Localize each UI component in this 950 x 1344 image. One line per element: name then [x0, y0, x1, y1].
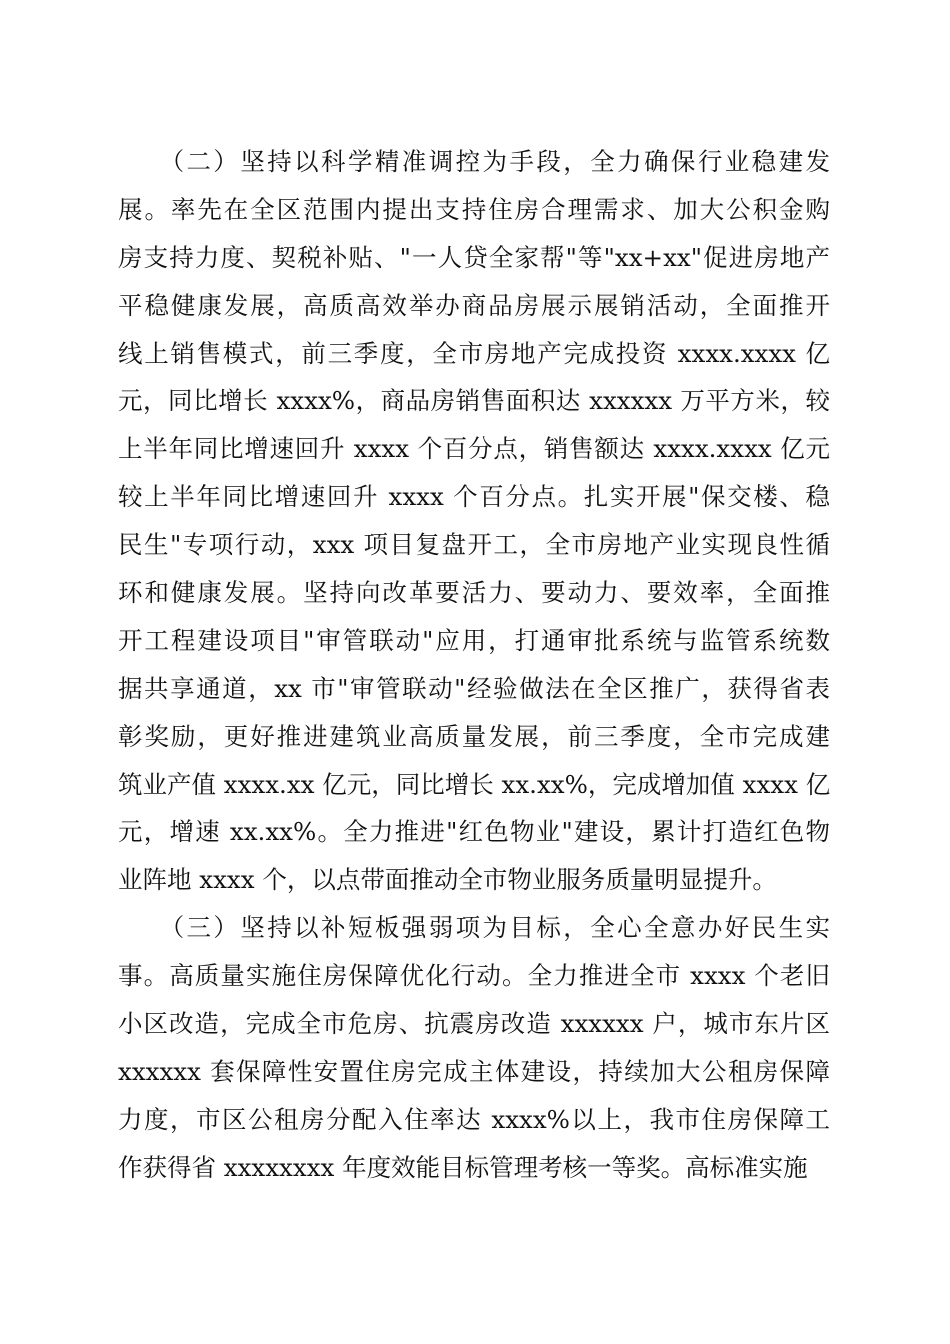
text-line: 房支持力度、契税补贴、"一人贷全家帮"等"xx+xx"促进房地产 [118, 242, 830, 272]
text-line: 较上半年同比增速回升 xxxx 个百分点。扎实开展"保交楼、稳 [118, 482, 830, 512]
text-line: 业阵地 xxxx 个，以点带面推动全市物业服务质量明显提升。 [118, 865, 777, 895]
document-page [118, 138, 830, 1192]
text-line: （二）坚持以科学精准调控为手段，全力确保行业稳建发 [118, 147, 830, 176]
text-line: 小区改造，完成全市危房、抗震房改造 xxxxxx 户，城市东片区 [118, 1009, 830, 1039]
text-line: 元，增速 xx.xx%。全力推进"红色物业"建设，累计打造红色物 [118, 817, 830, 847]
text-line: 平稳健康发展，高质高效举办商品房展示展销活动，全面推开 [118, 290, 830, 320]
text-line: 上半年同比增速回升 xxxx 个百分点，销售额达 xxxx.xxxx 亿元 [118, 434, 830, 464]
text-line: 民生"专项行动，xxx 项目复盘开工，全市房地产业实现良性循 [118, 530, 830, 560]
text-line: xxxxxx 套保障性安置住房完成主体建设，持续加大公租房保障 [118, 1056, 830, 1086]
text-line: 展。率先在全区范围内提出支持住房合理需求、加大公积金购 [118, 194, 830, 224]
text-line: （三）坚持以补短板强弱项为目标，全心全意办好民生实 [118, 913, 830, 943]
text-line: 线上销售模式，前三季度，全市房地产完成投资 xxxx.xxxx 亿 [118, 338, 830, 368]
text-line: 力度，市区公租房分配入住率达 xxxx%以上，我市住房保障工 [118, 1104, 830, 1134]
text-line: 事。高质量实施住房保障优化行动。全力推进全市 xxxx 个老旧 [118, 961, 830, 991]
paragraph-3 [118, 904, 830, 1191]
text-line: 彰奖励，更好推进建筑业高质量发展，前三季度，全市完成建 [118, 721, 830, 751]
text-line: 开工程建设项目"审管联动"应用，打通审批系统与监管系统数 [118, 625, 830, 655]
paragraph-2 [118, 138, 830, 904]
text-line: 筑业产值 xxxx.xx 亿元，同比增长 xx.xx%，完成增加值 xxxx 亿 [118, 769, 830, 799]
text-line: 环和健康发展。坚持向改革要活力、要动力、要效率，全面推 [118, 578, 830, 608]
text-line: 元，同比增长 xxxx%，商品房销售面积达 xxxxxx 万平方米，较 [118, 386, 830, 416]
text-line: 据共享通道，xx 市"审管联动"经验做法在全区推广，获得省表 [118, 673, 830, 703]
text-line: 作获得省 xxxxxxxx 年度效能目标管理考核一等奖。高标准实施 [118, 1152, 808, 1182]
